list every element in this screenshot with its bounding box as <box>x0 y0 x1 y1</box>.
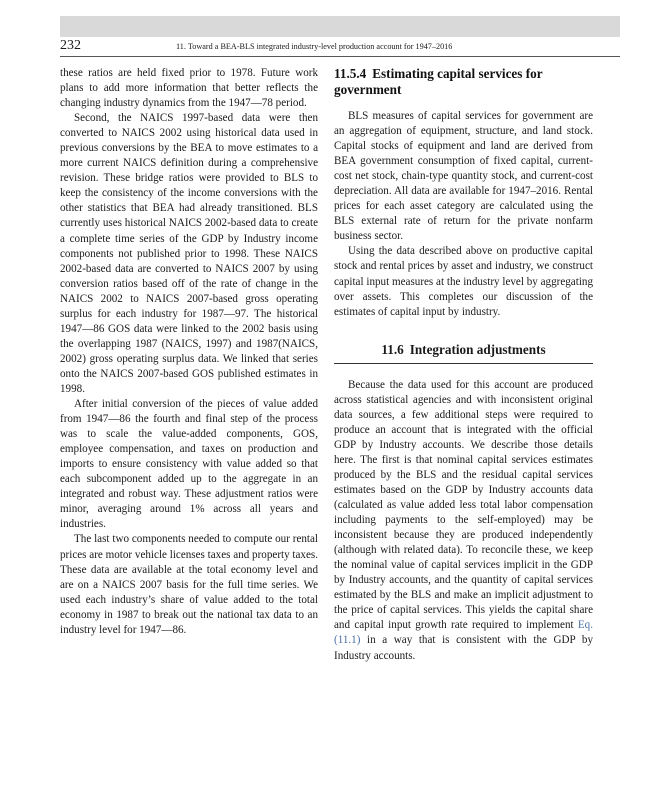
paragraph-text-before-link: Because the data used for this account are produced across statistical agencies and with inconsistent original data sources, a few additional steps were required to produce an account that is integrated with the official GDP by Industry accounts. We describe those details here. The first is that nominal capital services estimates produced by the BLS and the residual capital services estimates based on the GDP by Industry accounts data (calculated as value added less total labor compensation including payments to the self-employed) may be inconsistent because they are produced independently (although with related data). To reconcile these, we keep the nominal value of capital services implicit in the GDP by Industry accounts, and the quantity of capital services estimated by the BLS and make an implicit adjustment to the price of capital services. This yields the capital share and capital input growth rate required to implement <box>334 378 593 632</box>
right-paragraph-3 <box>334 378 593 664</box>
subsection-number: 11.5.4 <box>334 66 367 81</box>
paragraph-text-after-link: in a way that is consistent with the GDP by Industry accounts. <box>334 634 593 662</box>
header-band <box>60 16 620 37</box>
right-paragraph-2: Using the data described above on productive capital stock and rental prices by asset and industry, we construct capital input measures at the industry level by aggregating over assets. This completes our discussion of the estimates of capital input by industry. <box>334 245 593 318</box>
page-number: 232 <box>60 38 81 53</box>
right-column <box>334 66 593 664</box>
section-title-text: Integration adjustments <box>409 341 546 357</box>
subsection-title-text: Estimating capital services for government <box>334 66 543 97</box>
equation-link[interactable]: Eq. (11.1) <box>334 619 594 647</box>
section-title <box>334 342 593 358</box>
section-number: 11.6 <box>381 341 404 357</box>
left-paragraph-3: After initial conversion of the pieces of value added from 1947—86 the fourth and final step of the process was to scale the value-added components, GOS, employee compensation, and taxes on production and imports to ensure consistency with value added so that each subcomponent added up to the aggregate in an integrated and robust way. These adjustment ratios were minor, averaging around 1% across all years and industries. <box>60 398 318 531</box>
left-column <box>60 66 318 638</box>
running-head: 11. Toward a BEA-BLS integrated industry-level production account for 1947–2016 <box>176 42 453 51</box>
subsection-heading <box>334 66 593 98</box>
left-paragraph-1: these ratios are held fixed prior to 1978. Future work plans to add more information that better reflects the changing industry dynamics from the 1947—78 period. <box>60 67 318 110</box>
section-heading <box>334 342 593 364</box>
right-paragraph-1: BLS measures of capital services for government are an aggregation of equipment, structure, and land stock. Capital stocks of equipment and land are derived from BEA government consumption of fixed capital, current-cost net stock, chain-type quantity stock, and current-cost depreciation. All data are available for 1947–2016. Rental prices for each asset category are calculated using the BLS external rate of return for the private nonfarm business sector. <box>334 110 593 243</box>
left-paragraph-4: The last two components needed to compute our rental prices are motor vehicle licenses taxes and property taxes. These data are available at the total economy level and are on a NAICS 2007 basis for the full time series. We used each industry’s share of value added to the total economy in 1987 to break out the national tax data to an industry level for 1947—86. <box>60 533 318 636</box>
subsection-title <box>334 66 593 98</box>
left-paragraph-2: Second, the NAICS 1997-based data were then converted to NAICS 2002 using historical data used in previous conversions by the BEA to move estimates to a more current NAICS definition during a comprehensive revision. These bridge ratios were provided to BLS to keep the consistency of the income conversions with the other statistics that BEA had already transitioned. BLS currently uses historical NAICS 2002-based data to create a complete time series of the GDP by Industry income components not published prior to 1998. These NAICS 2002-based data are converted to NAICS 2007 by using conversion ratios based off of the rate of change in the NAICS 2002 to NAICS 2007-based gross operating surplus for each industry for 1987—97. The historical 1947—86 GOS data were linked to the 2002 basis using the overlapping 1987 (NAICS, 1997) and 1987(NAICS, 2002) gross operating surplus data. We linked that series onto the NAICS 2007-based GOS published estimates in 1998. <box>60 112 318 395</box>
page-header <box>60 38 620 57</box>
